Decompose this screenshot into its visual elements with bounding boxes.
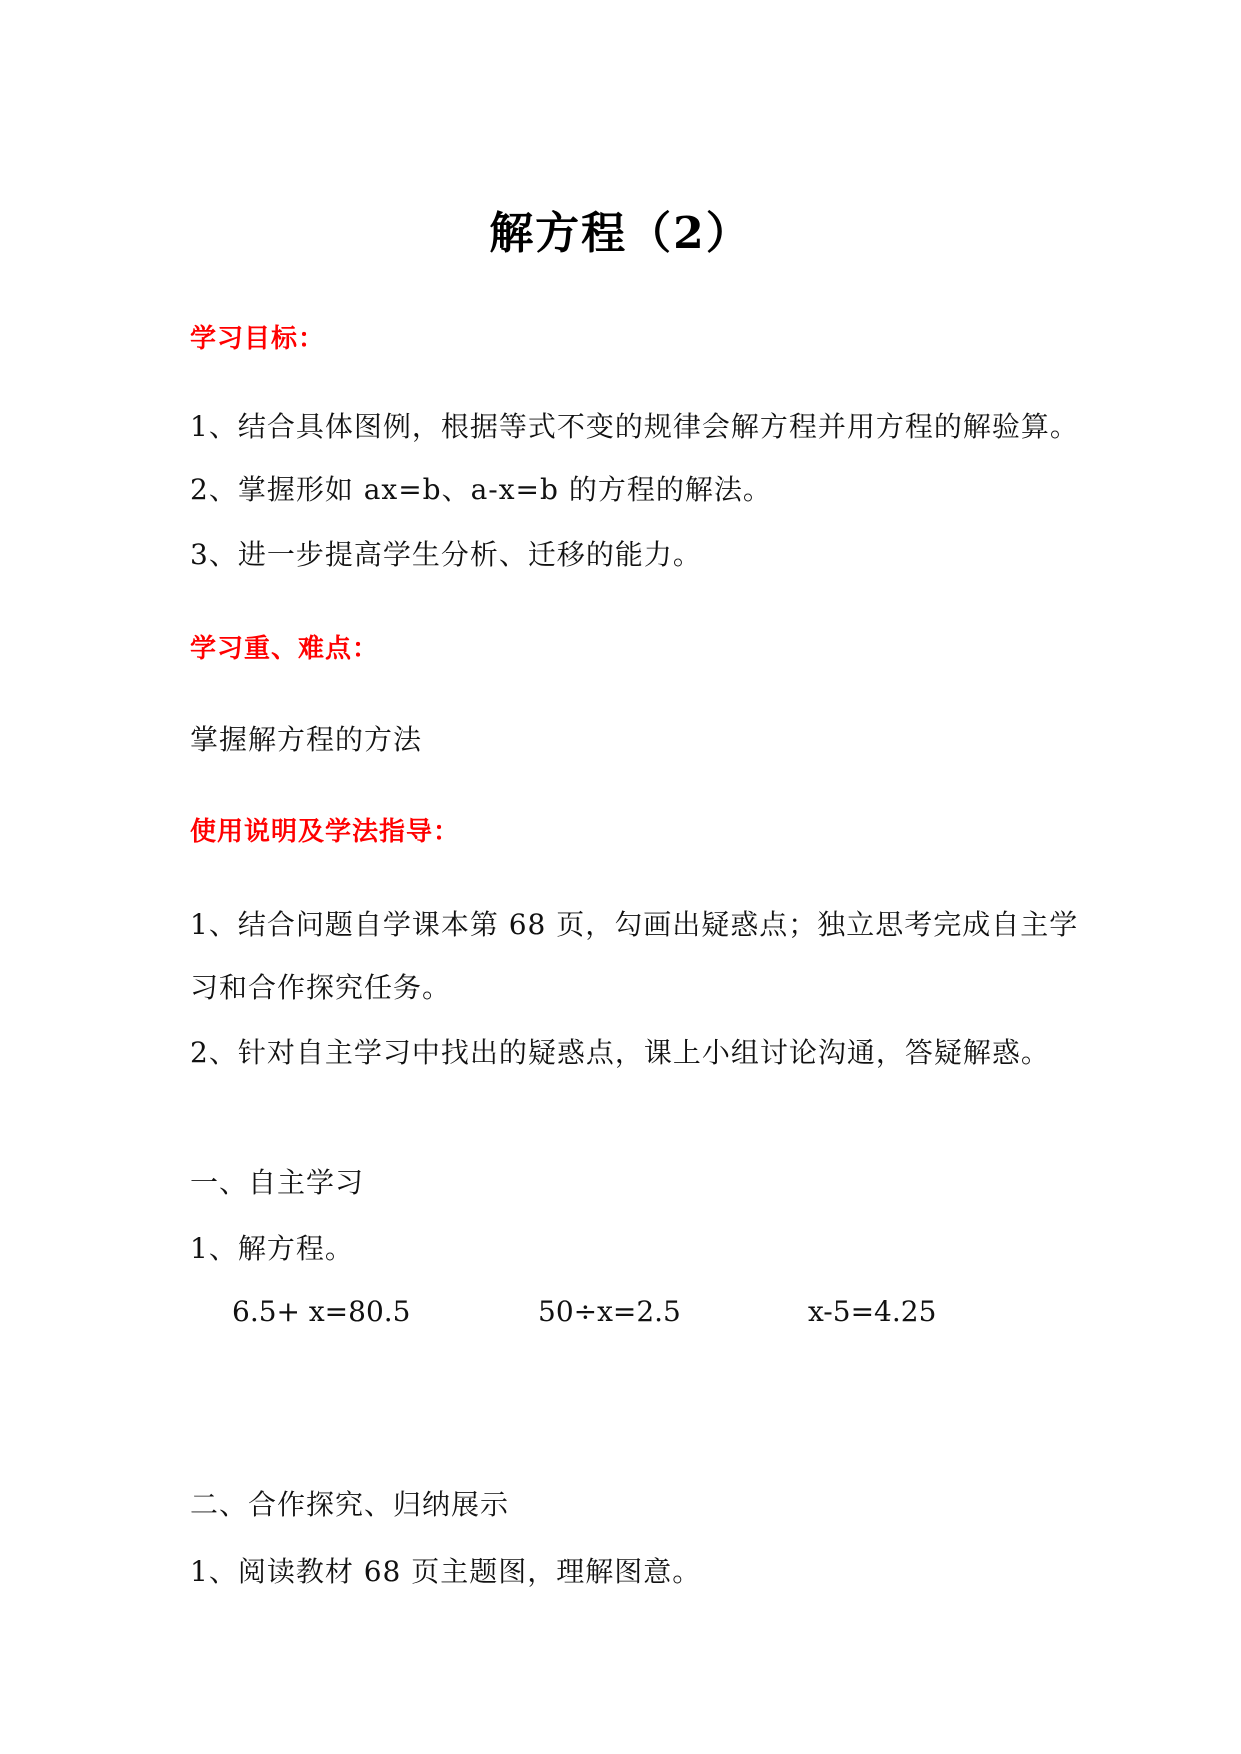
key-points-text: 掌握解方程的方法 bbox=[190, 723, 423, 756]
objectives-heading: 学习目标： bbox=[190, 324, 326, 354]
cooperation-task: 1、阅读教材 68 页主题图，理解图意。 bbox=[190, 1555, 702, 1588]
key-points-heading: 学习重、难点： bbox=[190, 634, 380, 664]
objective-item-3: 3、进一步提高学生分析、迁移的能力。 bbox=[190, 538, 702, 571]
self-study-task: 1、解方程。 bbox=[190, 1232, 354, 1265]
instructions-heading: 使用说明及学法指导： bbox=[190, 817, 461, 847]
equation-2: 50÷x=2.5 bbox=[538, 1295, 681, 1328]
page-title: 解方程（2） bbox=[489, 208, 752, 259]
cooperation-heading: 二、合作探究、归纳展示 bbox=[190, 1488, 510, 1521]
self-study-heading: 一、自主学习 bbox=[190, 1166, 365, 1199]
instruction-item-1-continued: 习和合作探究任务。 bbox=[190, 971, 452, 1004]
equation-1: 6.5+ x=80.5 bbox=[232, 1295, 411, 1328]
instruction-item-2: 2、针对自主学习中找出的疑惑点，课上小组讨论沟通，答疑解惑。 bbox=[190, 1036, 1050, 1069]
equation-3: x-5=4.25 bbox=[808, 1295, 937, 1328]
instruction-item-1: 1、结合问题自学课本第 68 页，勾画出疑惑点；独立思考完成自主学 bbox=[190, 908, 1079, 941]
objective-item-1: 1、结合具体图例，根据等式不变的规律会解方程并用方程的解验算。 bbox=[190, 410, 1079, 443]
objective-item-2: 2、掌握形如 ax=b、a-x=b 的方程的解法。 bbox=[190, 473, 772, 506]
